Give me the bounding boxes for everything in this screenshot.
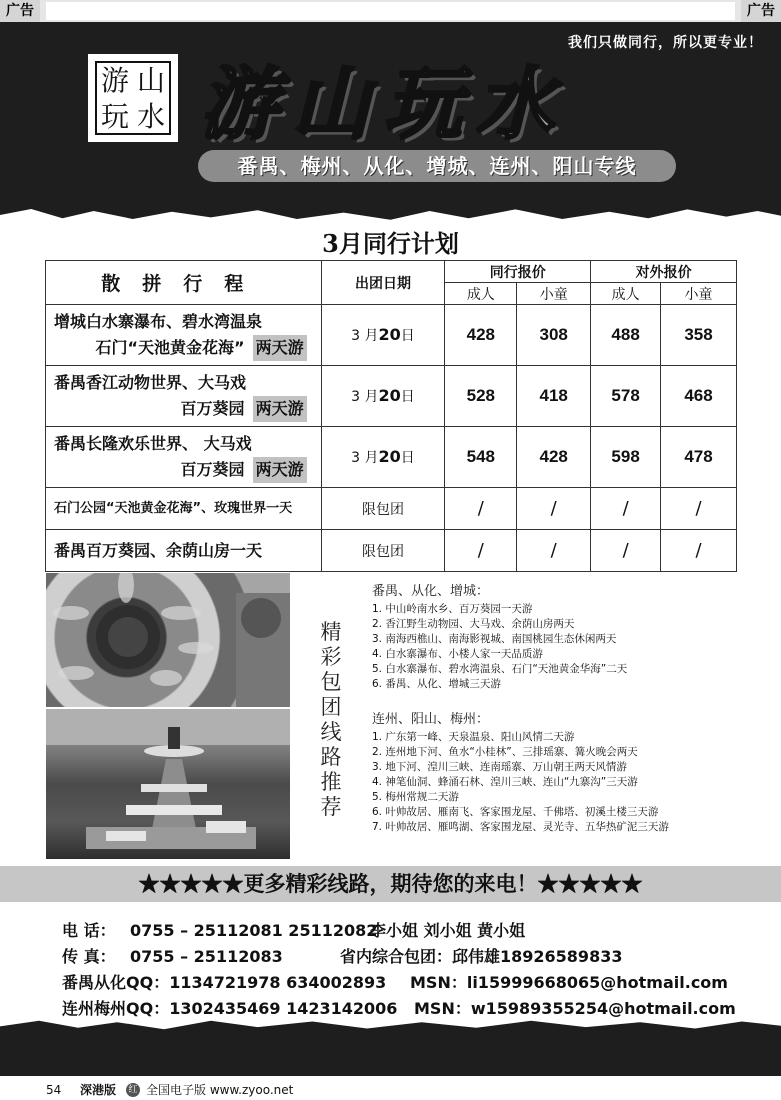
schedule-table (45, 260, 737, 572)
msn-lianzhou: MSN：w15989355254@hotmail.com (414, 999, 736, 1018)
contact-info (62, 918, 762, 1022)
price-public-child: 478 (661, 427, 737, 488)
fax-number: 0755 – 25112083 (130, 947, 283, 966)
route-line1: 番禺百万葵园、余荫山房一天 (46, 530, 322, 572)
departure-date: 限包团 (321, 530, 445, 572)
footer (0, 1080, 781, 1100)
header-date: 出团日期 (321, 261, 445, 305)
list-item: 3. 地下河、湟川三峡、连南瑶寨、万山朝王两天风情游 (372, 761, 627, 773)
list-item: 1. 中山岭南水乡、百万葵园一天游 (372, 603, 533, 615)
seal-char: 游 (100, 64, 129, 97)
header-child: 小童 (661, 283, 737, 305)
list-item: 2. 连州地下河、鱼水“小桂林”、三排瑶寨、篝火晚会两天 (372, 746, 638, 758)
header-child: 小童 (517, 283, 591, 305)
brand-title: 游山玩水 (200, 59, 569, 150)
list-item: 5. 白水寨瀑布、碧水湾温泉、石门“天池黄金华海”二天 (372, 663, 628, 675)
fax-label: 传 真： (62, 947, 116, 966)
ad-tag-right: 广告 (741, 0, 781, 22)
ad-strip-bar (46, 2, 735, 20)
qq-lianzhou: 连州梅州QQ：1302435469 1423142006 (62, 999, 398, 1018)
list-item: 5. 梅州常规二天游 (372, 791, 459, 803)
price-peer-child: 418 (517, 366, 591, 427)
phone-contacts: 李小姐 刘小姐 黄小姐 (370, 921, 526, 940)
seal-char: 山 (136, 64, 165, 97)
phone-label: 电 话： (62, 921, 116, 940)
msn-panyu: MSN：li15999668065@hotmail.com (410, 973, 728, 992)
route-line2: 百万葵园 (180, 460, 245, 479)
edition-badge: 红 (126, 1083, 140, 1097)
price-peer-child: / (517, 530, 591, 572)
table-row (46, 530, 737, 572)
qq-panyu: 番禺从化QQ：1134721978 634002893 (62, 973, 387, 992)
temple-photo (46, 709, 290, 859)
price-public-child: / (661, 530, 737, 572)
list-item: 6. 叶帅故居、雁南飞、客家围龙屋、千佛塔、初溪土楼三天游 (372, 806, 659, 818)
price-public-adult: / (591, 530, 661, 572)
route-line1: 石门公园“天池黄金花海”、玫瑰世界一天 (46, 488, 322, 530)
list-item: 6. 番禺、从化、增城三天游 (372, 678, 501, 690)
price-peer-adult: / (445, 530, 517, 572)
seal-char: 水 (136, 100, 165, 133)
departure-date: 限包团 (321, 488, 445, 530)
header-route: 散拼行程 (46, 261, 322, 305)
price-public-child: 358 (661, 305, 737, 366)
route-group-heading: 连州、阳山、梅州： (372, 712, 490, 727)
footer-band (0, 1030, 781, 1076)
table-row (46, 488, 737, 530)
list-item: 3. 南海西樵山、南海影视城、南国桃园生态休闲两天 (372, 633, 617, 645)
table-row (46, 427, 737, 488)
route-list-group2 (372, 708, 669, 835)
departure-date: 3 月20日 (321, 427, 445, 488)
route-line1: 番禺长隆欢乐世界、 大马戏 (54, 434, 252, 453)
list-item: 1. 广东第一峰、天泉温泉、阳山风情二天游 (372, 731, 575, 743)
list-item: 4. 神笔仙洞、蜂涌石林、湟川三峡、连山“九寨沟”三天游 (372, 776, 638, 788)
header-public-price: 对外报价 (591, 261, 737, 283)
call-banner: ★★★★★更多精彩线路，期待您的来电！★★★★★ (0, 866, 781, 902)
destinations-pill: 番禺、梅州、从化、增城、连州、阳山专线 (198, 150, 676, 182)
price-public-child: / (661, 488, 737, 530)
recommended-routes-title: 精彩包团线路推荐 (320, 620, 342, 819)
list-item: 2. 香江野生动物园、大马戏、余荫山房两天 (372, 618, 575, 630)
price-peer-adult: 528 (445, 366, 517, 427)
plan-title: 3月同行计划 (322, 229, 459, 258)
ad-strip (0, 0, 781, 22)
duration-tag: 两天游 (253, 396, 307, 422)
group-tour-contact: 省内综合包团：邱伟雄18926589833 (340, 947, 623, 966)
price-public-child: 468 (661, 366, 737, 427)
price-public-adult: 578 (591, 366, 661, 427)
price-peer-child: 308 (517, 305, 591, 366)
sunflower-photo (46, 573, 290, 707)
route-list-group1 (372, 580, 627, 692)
table-row (46, 366, 737, 427)
departure-date: 3 月20日 (321, 366, 445, 427)
price-peer-adult: 428 (445, 305, 517, 366)
table-row (46, 305, 737, 366)
torn-edge (0, 207, 781, 222)
price-peer-adult: / (445, 488, 517, 530)
list-item: 4. 白水寨瀑布、小楼人家一天品质游 (372, 648, 543, 660)
route-line2: 石门“天池黄金花海” (95, 338, 245, 357)
edition-label: 深港版 (80, 1083, 117, 1097)
route-line2: 百万葵园 (180, 399, 245, 418)
price-public-adult: 598 (591, 427, 661, 488)
price-peer-adult: 548 (445, 427, 517, 488)
page-number: 54 (46, 1083, 62, 1097)
route-line1: 番禺香江动物世界、大马戏 (54, 373, 247, 392)
site-link[interactable]: 全国电子版 www.zyoo.net (146, 1083, 294, 1097)
duration-tag: 两天游 (253, 335, 307, 361)
header-slogan: 我们只做同行，所以更专业！ (568, 35, 763, 51)
departure-date: 3 月20日 (321, 305, 445, 366)
duration-tag: 两天游 (253, 457, 307, 483)
route-line1: 增城白水寨瀑布、碧水湾温泉 (54, 312, 263, 331)
ad-tag-left: 广告 (0, 0, 40, 22)
price-peer-child: 428 (517, 427, 591, 488)
list-item: 7. 叶帅故居、雁鸣湖、客家围龙屋、灵光寺、五华热矿泥三天游 (372, 821, 669, 833)
seal-char: 玩 (100, 100, 129, 133)
header-peer-price: 同行报价 (445, 261, 591, 283)
price-public-adult: 488 (591, 305, 661, 366)
phone-numbers: 0755 – 25112081 25112082 (130, 921, 378, 940)
seal-logo (88, 54, 178, 142)
route-group-heading: 番禺、从化、增城： (372, 584, 490, 599)
header-banner (0, 22, 781, 222)
header-adult: 成人 (591, 283, 661, 305)
header-adult: 成人 (445, 283, 517, 305)
price-peer-child: / (517, 488, 591, 530)
price-public-adult: / (591, 488, 661, 530)
